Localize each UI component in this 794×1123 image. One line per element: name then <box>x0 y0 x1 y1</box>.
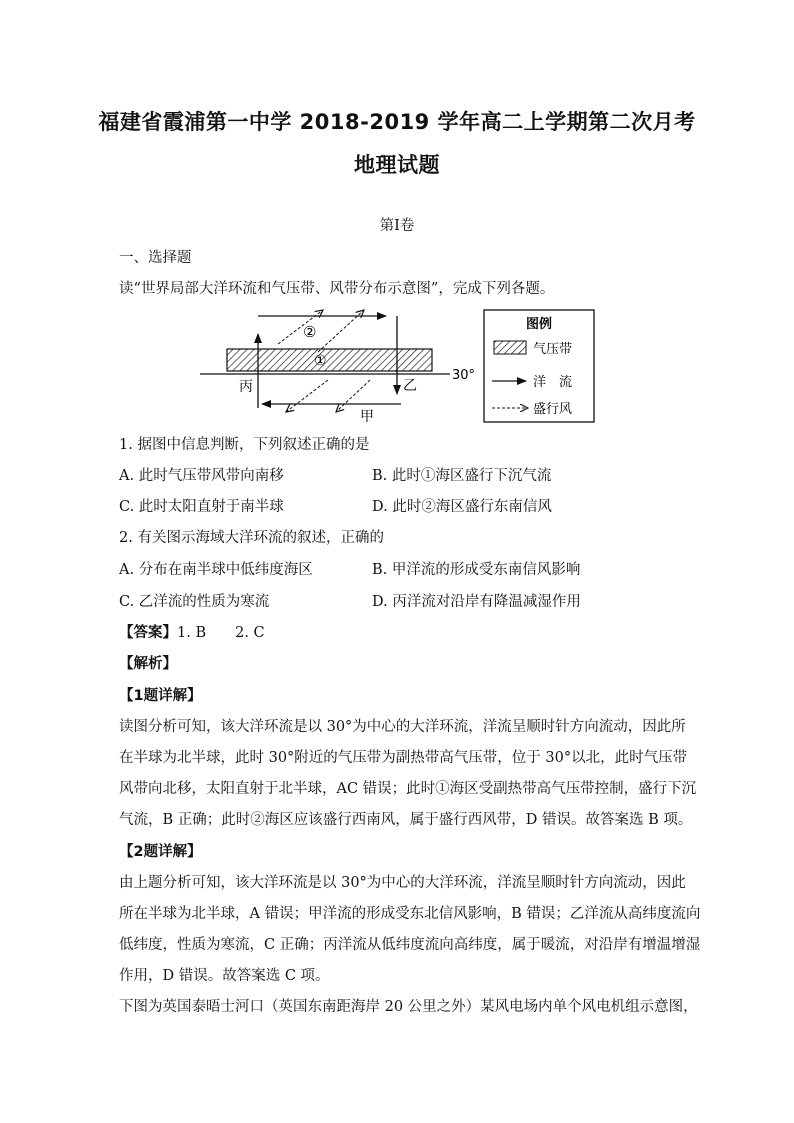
detail1-line: 读图分析可知，该大洋环流是以 30°为中心的大洋环流，洋流呈顺时针方向流动，因此所 <box>119 719 686 735</box>
exam-title-line1: 福建省霞浦第一中学 2018-2019 学年高二上学期第二次月考 <box>98 110 696 134</box>
q1-stem: 1. 据图中信息判断，下列叙述正确的是 <box>119 437 370 453</box>
volume-heading: 第Ⅰ卷 <box>379 218 415 234</box>
detail2-line: 由上题分析可知，该大洋环流是以 30°为中心的大洋环流，洋流呈顺时针方向流动，因此 <box>119 875 686 891</box>
q2-option-d[interactable]: D. 丙洋流对沿岸有降温减湿作用 <box>372 594 581 610</box>
label-bing: 丙 <box>239 379 253 395</box>
label-latitude: 30° <box>452 368 476 383</box>
detail2-line: 低纬度，性质为寒流，C 正确；丙洋流从低纬度流向高纬度，属于暖流，对沿岸有增温增湿 <box>119 937 701 953</box>
legend-current-label: 洋 流 <box>533 375 573 390</box>
q1-option-d[interactable]: D. 此时②海区盛行东南信风 <box>372 499 552 515</box>
analysis-label: 【解析】 <box>119 656 177 672</box>
detail1-line: 在半球为北半球，此时 30°附近的气压带为副热带高气压带，位于 30°以北，此时气压带 <box>119 750 688 766</box>
exam-title-line2: 地理试题 <box>354 153 440 177</box>
detail1-line: 风带向北移，太阳直射于北半球，AC 错误；此时①海区受副热带高气压带控制，盛行下沉 <box>119 781 697 797</box>
detail2-line: 作用，D 错误。故答案选 C 项。 <box>119 968 330 984</box>
legend-wind-label: 盛行风 <box>533 402 573 417</box>
answer-row <box>119 623 265 643</box>
legend-box <box>484 310 594 422</box>
detail1-line: 气流，B 正确；此时②海区应该盛行西南风，属于盛行西风带，D 错误。故答案选 B 项。 <box>119 812 693 828</box>
q1-option-a[interactable]: A. 此时气压带风带向南移 <box>119 468 284 484</box>
label-circle-1: ① <box>314 353 327 369</box>
q1-option-b[interactable]: B. 此时①海区盛行下沉气流 <box>372 468 552 484</box>
answer-label: 【答案】 <box>119 625 177 641</box>
q2-option-a[interactable]: A. 分布在南半球中低纬度海区 <box>119 562 313 578</box>
q2-option-c[interactable]: C. 乙洋流的性质为寒流 <box>119 594 270 610</box>
ocean-current-diagram <box>200 304 600 428</box>
q2-stem: 2. 有关图示海域大洋环流的叙述，正确的 <box>119 530 384 546</box>
legend-title: 图例 <box>525 317 553 332</box>
detail2-label: 【2题详解】 <box>119 844 202 860</box>
next-question-intro: 下图为英国泰晤士河口（英国东南距海岸 20 公里之外）某风电场内单个风电机组示意图， <box>119 999 698 1015</box>
legend-hatch-swatch <box>494 341 526 354</box>
label-circle-2: ② <box>303 323 317 341</box>
wind-arrow-left-lower <box>286 380 328 412</box>
detail1-label: 【1题详解】 <box>119 688 202 704</box>
part-heading: 一、选择题 <box>119 250 192 266</box>
q2-option-b[interactable]: B. 甲洋流的形成受东南信风影响 <box>372 562 581 578</box>
legend-pressure-label: 气压带 <box>533 342 573 357</box>
q1-option-c[interactable]: C. 此时太阳直射于南半球 <box>119 499 284 515</box>
wind-arrow-right-lower <box>336 380 370 412</box>
question-intro: 读“世界局部大洋环流和气压带、风带分布示意图”，完成下列各题。 <box>119 281 555 297</box>
detail2-line: 所在半球为北半球，A 错误；甲洋流的形成受东北信风影响，B 错误；乙洋流从高纬度流向 <box>119 906 701 922</box>
answer-text: 1. B 2. C <box>177 625 265 641</box>
label-jia: 甲 <box>360 409 374 425</box>
label-yi: 乙 <box>403 378 417 394</box>
